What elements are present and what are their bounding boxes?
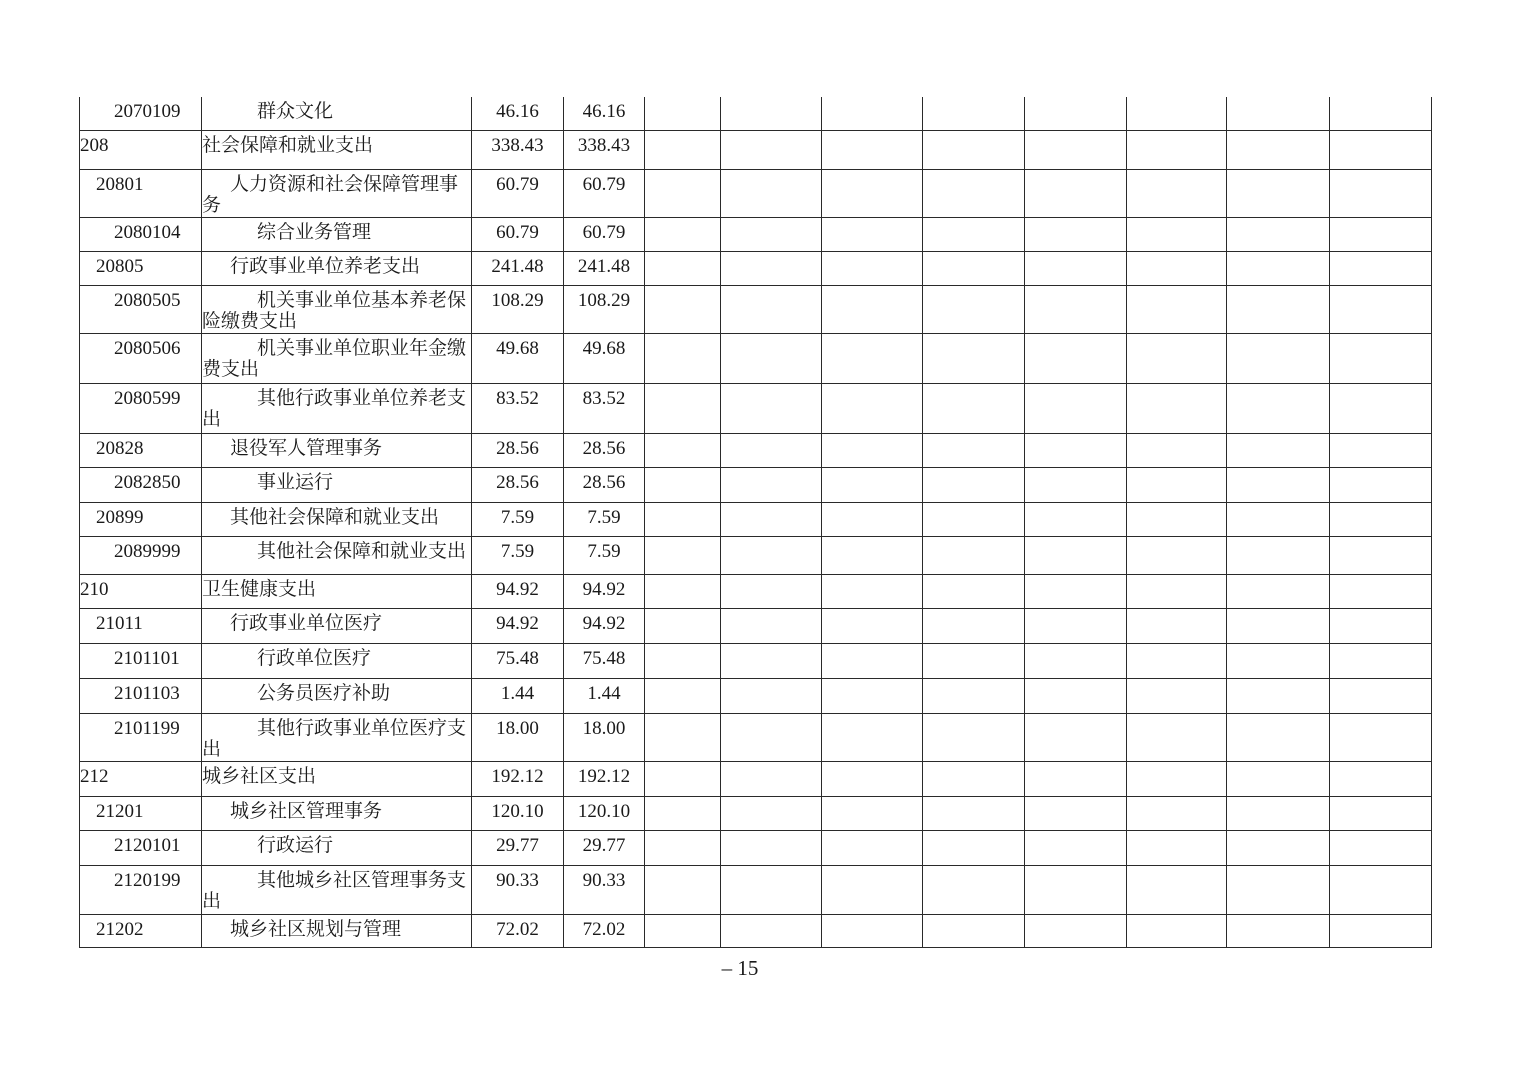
row-name: 其他城乡社区管理事务支出	[202, 865, 472, 914]
row-budget-value: 241.48	[472, 251, 564, 285]
empty-cell	[721, 713, 822, 761]
table-row	[80, 467, 1432, 502]
row-code: 2080104	[80, 217, 202, 251]
row-final-value: 94.92	[564, 608, 645, 643]
row-name: 机关事业单位基本养老保险缴费支出	[202, 285, 472, 333]
table-row	[80, 333, 1432, 383]
empty-cell	[1025, 536, 1127, 574]
row-name: 行政事业单位医疗	[202, 608, 472, 643]
row-final-value: 60.79	[564, 217, 645, 251]
empty-cell	[923, 251, 1025, 285]
empty-cell	[1227, 383, 1330, 433]
empty-cell	[645, 713, 721, 761]
empty-cell	[923, 608, 1025, 643]
row-name: 城乡社区规划与管理	[202, 914, 472, 947]
empty-cell	[1127, 285, 1227, 333]
empty-cell	[645, 467, 721, 502]
empty-cell	[1127, 467, 1227, 502]
table-row	[80, 713, 1432, 761]
empty-cell	[1025, 217, 1127, 251]
empty-cell	[1330, 333, 1432, 383]
empty-cell	[1330, 97, 1432, 130]
row-code: 20828	[80, 433, 202, 467]
table-row	[80, 383, 1432, 433]
empty-cell	[1330, 536, 1432, 574]
empty-cell	[1227, 830, 1330, 865]
row-final-value: 1.44	[564, 678, 645, 713]
empty-cell	[721, 333, 822, 383]
empty-cell	[1330, 678, 1432, 713]
empty-cell	[721, 467, 822, 502]
empty-cell	[645, 333, 721, 383]
empty-cell	[1227, 169, 1330, 217]
row-budget-value: 60.79	[472, 217, 564, 251]
empty-cell	[721, 169, 822, 217]
empty-cell	[1127, 536, 1227, 574]
empty-cell	[1127, 643, 1227, 678]
empty-cell	[1127, 678, 1227, 713]
row-name: 人力资源和社会保障管理事务	[202, 169, 472, 217]
row-code: 21201	[80, 796, 202, 830]
row-final-value: 28.56	[564, 433, 645, 467]
empty-cell	[1330, 217, 1432, 251]
row-budget-value: 94.92	[472, 574, 564, 608]
empty-cell	[645, 865, 721, 914]
row-final-value: 108.29	[564, 285, 645, 333]
table-row	[80, 502, 1432, 536]
empty-cell	[1227, 574, 1330, 608]
empty-cell	[1127, 97, 1227, 130]
empty-cell	[645, 761, 721, 796]
empty-cell	[645, 574, 721, 608]
empty-cell	[1227, 761, 1330, 796]
row-name: 其他社会保障和就业支出	[202, 502, 472, 536]
empty-cell	[822, 383, 923, 433]
row-budget-value: 28.56	[472, 467, 564, 502]
empty-cell	[923, 169, 1025, 217]
empty-cell	[822, 914, 923, 947]
empty-cell	[645, 97, 721, 130]
row-name: 城乡社区管理事务	[202, 796, 472, 830]
empty-cell	[721, 761, 822, 796]
row-name: 其他社会保障和就业支出	[202, 536, 472, 574]
empty-cell	[645, 502, 721, 536]
empty-cell	[822, 865, 923, 914]
empty-cell	[1227, 285, 1330, 333]
empty-cell	[1330, 433, 1432, 467]
empty-cell	[822, 97, 923, 130]
empty-cell	[822, 467, 923, 502]
row-code: 2080506	[80, 333, 202, 383]
row-name: 机关事业单位职业年金缴费支出	[202, 333, 472, 383]
empty-cell	[1330, 251, 1432, 285]
empty-cell	[1330, 643, 1432, 678]
empty-cell	[645, 433, 721, 467]
empty-cell	[1330, 865, 1432, 914]
table-row	[80, 865, 1432, 914]
row-final-value: 75.48	[564, 643, 645, 678]
row-code: 2080505	[80, 285, 202, 333]
empty-cell	[1227, 608, 1330, 643]
empty-cell	[1127, 574, 1227, 608]
budget-table-body	[80, 97, 1432, 947]
empty-cell	[721, 383, 822, 433]
empty-cell	[822, 761, 923, 796]
empty-cell	[645, 169, 721, 217]
empty-cell	[923, 217, 1025, 251]
empty-cell	[721, 574, 822, 608]
empty-cell	[1127, 761, 1227, 796]
empty-cell	[1127, 865, 1227, 914]
empty-cell	[923, 97, 1025, 130]
budget-table-container	[79, 97, 1432, 948]
empty-cell	[721, 433, 822, 467]
empty-cell	[645, 285, 721, 333]
row-code: 2101103	[80, 678, 202, 713]
empty-cell	[822, 333, 923, 383]
empty-cell	[923, 865, 1025, 914]
row-name: 公务员医疗补助	[202, 678, 472, 713]
empty-cell	[1025, 796, 1127, 830]
empty-cell	[1227, 678, 1330, 713]
budget-expenditure-table	[79, 97, 1432, 948]
empty-cell	[1025, 713, 1127, 761]
row-name: 行政单位医疗	[202, 643, 472, 678]
table-row	[80, 574, 1432, 608]
empty-cell	[721, 608, 822, 643]
empty-cell	[822, 574, 923, 608]
empty-cell	[1227, 333, 1330, 383]
empty-cell	[1127, 383, 1227, 433]
row-budget-value: 192.12	[472, 761, 564, 796]
table-row	[80, 433, 1432, 467]
empty-cell	[1025, 251, 1127, 285]
empty-cell	[1227, 130, 1330, 169]
row-final-value: 94.92	[564, 574, 645, 608]
table-row	[80, 217, 1432, 251]
empty-cell	[923, 830, 1025, 865]
empty-cell	[1127, 217, 1227, 251]
empty-cell	[1025, 97, 1127, 130]
row-code: 210	[80, 574, 202, 608]
row-code: 2082850	[80, 467, 202, 502]
empty-cell	[1127, 608, 1227, 643]
empty-cell	[1330, 914, 1432, 947]
table-row	[80, 761, 1432, 796]
empty-cell	[1127, 796, 1227, 830]
empty-cell	[923, 713, 1025, 761]
empty-cell	[1127, 130, 1227, 169]
row-code: 208	[80, 130, 202, 169]
table-row	[80, 251, 1432, 285]
empty-cell	[923, 643, 1025, 678]
row-code: 2120199	[80, 865, 202, 914]
row-final-value: 46.16	[564, 97, 645, 130]
row-final-value: 192.12	[564, 761, 645, 796]
empty-cell	[822, 643, 923, 678]
row-code: 2120101	[80, 830, 202, 865]
row-code: 21202	[80, 914, 202, 947]
empty-cell	[721, 643, 822, 678]
empty-cell	[1227, 251, 1330, 285]
empty-cell	[923, 502, 1025, 536]
table-row	[80, 678, 1432, 713]
empty-cell	[721, 251, 822, 285]
table-row	[80, 285, 1432, 333]
empty-cell	[1025, 865, 1127, 914]
row-budget-value: 90.33	[472, 865, 564, 914]
empty-cell	[645, 643, 721, 678]
row-final-value: 28.56	[564, 467, 645, 502]
empty-cell	[1227, 713, 1330, 761]
empty-cell	[822, 169, 923, 217]
empty-cell	[721, 536, 822, 574]
empty-cell	[822, 130, 923, 169]
table-row	[80, 97, 1432, 130]
empty-cell	[923, 678, 1025, 713]
row-final-value: 241.48	[564, 251, 645, 285]
empty-cell	[923, 433, 1025, 467]
empty-cell	[645, 678, 721, 713]
empty-cell	[1127, 914, 1227, 947]
row-budget-value: 120.10	[472, 796, 564, 830]
row-name: 行政运行	[202, 830, 472, 865]
empty-cell	[1330, 169, 1432, 217]
table-row	[80, 608, 1432, 643]
empty-cell	[1227, 97, 1330, 130]
empty-cell	[1025, 333, 1127, 383]
row-final-value: 7.59	[564, 536, 645, 574]
empty-cell	[645, 217, 721, 251]
empty-cell	[1025, 608, 1127, 643]
empty-cell	[1025, 574, 1127, 608]
empty-cell	[721, 502, 822, 536]
row-final-value: 83.52	[564, 383, 645, 433]
empty-cell	[1127, 713, 1227, 761]
row-code: 20899	[80, 502, 202, 536]
empty-cell	[1025, 678, 1127, 713]
row-code: 20801	[80, 169, 202, 217]
row-code: 2101101	[80, 643, 202, 678]
empty-cell	[645, 383, 721, 433]
row-final-value: 90.33	[564, 865, 645, 914]
empty-cell	[645, 251, 721, 285]
empty-cell	[1025, 383, 1127, 433]
table-row	[80, 796, 1432, 830]
empty-cell	[1025, 830, 1127, 865]
empty-cell	[923, 914, 1025, 947]
empty-cell	[1330, 796, 1432, 830]
empty-cell	[721, 865, 822, 914]
empty-cell	[923, 467, 1025, 502]
row-code: 2089999	[80, 536, 202, 574]
empty-cell	[1025, 643, 1127, 678]
empty-cell	[721, 678, 822, 713]
row-code: 212	[80, 761, 202, 796]
empty-cell	[1227, 796, 1330, 830]
row-budget-value: 94.92	[472, 608, 564, 643]
empty-cell	[721, 97, 822, 130]
empty-cell	[822, 608, 923, 643]
empty-cell	[923, 285, 1025, 333]
empty-cell	[645, 130, 721, 169]
empty-cell	[1025, 502, 1127, 536]
empty-cell	[1227, 536, 1330, 574]
table-row	[80, 130, 1432, 169]
empty-cell	[1227, 502, 1330, 536]
row-final-value: 49.68	[564, 333, 645, 383]
row-code: 21011	[80, 608, 202, 643]
empty-cell	[1330, 713, 1432, 761]
empty-cell	[721, 217, 822, 251]
row-code: 2070109	[80, 97, 202, 130]
row-budget-value: 75.48	[472, 643, 564, 678]
row-name: 城乡社区支出	[202, 761, 472, 796]
row-code: 2080599	[80, 383, 202, 433]
empty-cell	[1127, 333, 1227, 383]
empty-cell	[1330, 383, 1432, 433]
row-budget-value: 46.16	[472, 97, 564, 130]
empty-cell	[1025, 467, 1127, 502]
row-name: 其他行政事业单位医疗支出	[202, 713, 472, 761]
empty-cell	[822, 217, 923, 251]
empty-cell	[645, 536, 721, 574]
empty-cell	[1227, 643, 1330, 678]
row-budget-value: 49.68	[472, 333, 564, 383]
row-name: 群众文化	[202, 97, 472, 130]
empty-cell	[645, 796, 721, 830]
empty-cell	[1330, 130, 1432, 169]
empty-cell	[822, 502, 923, 536]
table-row	[80, 914, 1432, 947]
table-row	[80, 536, 1432, 574]
row-code: 2101199	[80, 713, 202, 761]
row-name: 其他行政事业单位养老支出	[202, 383, 472, 433]
row-code: 20805	[80, 251, 202, 285]
table-row	[80, 169, 1432, 217]
empty-cell	[645, 914, 721, 947]
row-budget-value: 29.77	[472, 830, 564, 865]
row-final-value: 72.02	[564, 914, 645, 947]
row-name: 事业运行	[202, 467, 472, 502]
empty-cell	[822, 251, 923, 285]
empty-cell	[1025, 433, 1127, 467]
empty-cell	[1025, 169, 1127, 217]
row-budget-value: 18.00	[472, 713, 564, 761]
empty-cell	[822, 536, 923, 574]
row-name: 综合业务管理	[202, 217, 472, 251]
row-final-value: 29.77	[564, 830, 645, 865]
page-number: – 15	[721, 956, 759, 980]
empty-cell	[1127, 169, 1227, 217]
empty-cell	[923, 761, 1025, 796]
table-row	[80, 643, 1432, 678]
empty-cell	[721, 914, 822, 947]
row-budget-value: 338.43	[472, 130, 564, 169]
empty-cell	[645, 830, 721, 865]
empty-cell	[923, 536, 1025, 574]
empty-cell	[1330, 608, 1432, 643]
row-name: 退役军人管理事务	[202, 433, 472, 467]
empty-cell	[1330, 467, 1432, 502]
empty-cell	[1227, 865, 1330, 914]
empty-cell	[822, 713, 923, 761]
empty-cell	[822, 796, 923, 830]
empty-cell	[822, 433, 923, 467]
row-budget-value: 108.29	[472, 285, 564, 333]
empty-cell	[822, 830, 923, 865]
empty-cell	[1127, 830, 1227, 865]
row-budget-value: 28.56	[472, 433, 564, 467]
empty-cell	[1330, 502, 1432, 536]
empty-cell	[1330, 761, 1432, 796]
empty-cell	[923, 383, 1025, 433]
row-final-value: 7.59	[564, 502, 645, 536]
row-final-value: 338.43	[564, 130, 645, 169]
table-row	[80, 830, 1432, 865]
row-final-value: 120.10	[564, 796, 645, 830]
empty-cell	[1227, 433, 1330, 467]
empty-cell	[1330, 574, 1432, 608]
empty-cell	[1127, 433, 1227, 467]
row-budget-value: 1.44	[472, 678, 564, 713]
empty-cell	[1025, 914, 1127, 947]
row-name: 社会保障和就业支出	[202, 130, 472, 169]
empty-cell	[923, 796, 1025, 830]
row-name: 行政事业单位养老支出	[202, 251, 472, 285]
row-name: 卫生健康支出	[202, 574, 472, 608]
empty-cell	[1330, 285, 1432, 333]
row-budget-value: 72.02	[472, 914, 564, 947]
empty-cell	[923, 574, 1025, 608]
empty-cell	[1227, 217, 1330, 251]
row-budget-value: 7.59	[472, 502, 564, 536]
row-budget-value: 83.52	[472, 383, 564, 433]
empty-cell	[1227, 914, 1330, 947]
empty-cell	[1330, 830, 1432, 865]
empty-cell	[822, 285, 923, 333]
empty-cell	[721, 830, 822, 865]
empty-cell	[721, 285, 822, 333]
row-final-value: 18.00	[564, 713, 645, 761]
empty-cell	[1025, 130, 1127, 169]
row-budget-value: 7.59	[472, 536, 564, 574]
empty-cell	[1025, 761, 1127, 796]
empty-cell	[923, 130, 1025, 169]
empty-cell	[923, 333, 1025, 383]
row-final-value: 60.79	[564, 169, 645, 217]
empty-cell	[721, 130, 822, 169]
row-budget-value: 60.79	[472, 169, 564, 217]
empty-cell	[645, 608, 721, 643]
empty-cell	[822, 678, 923, 713]
empty-cell	[1127, 502, 1227, 536]
empty-cell	[1227, 467, 1330, 502]
empty-cell	[721, 796, 822, 830]
empty-cell	[1127, 251, 1227, 285]
empty-cell	[1025, 285, 1127, 333]
